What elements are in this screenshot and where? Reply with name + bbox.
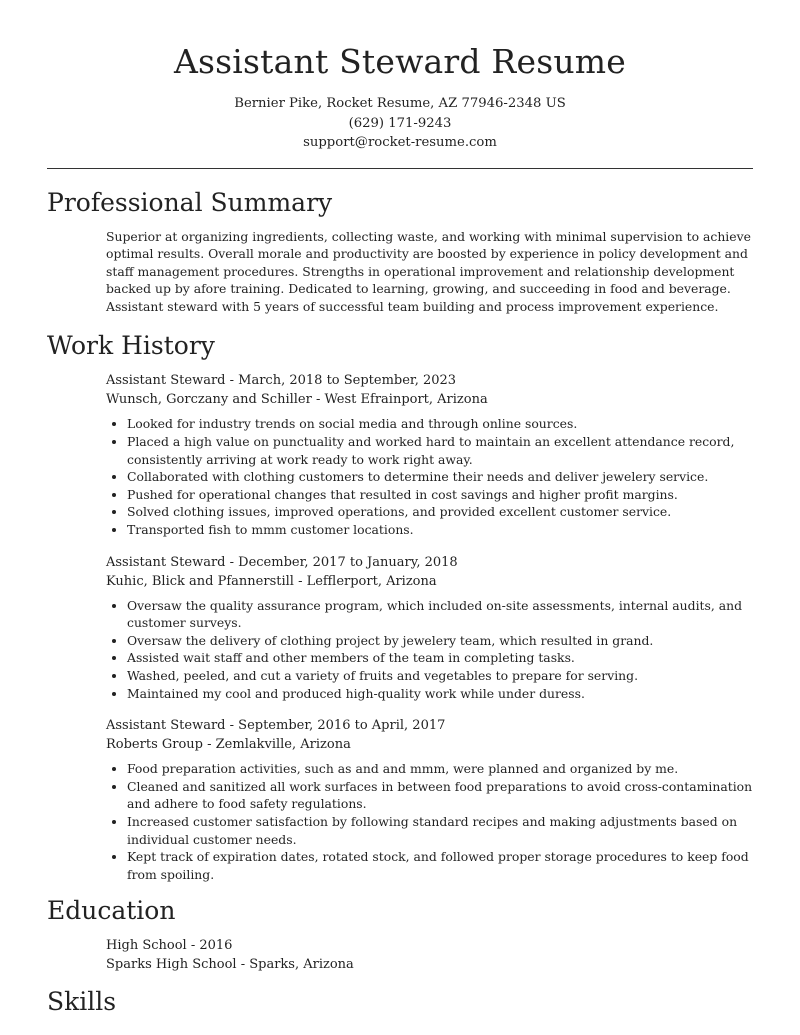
education-school-line: Sparks High School - Sparks, Arizona: [106, 957, 354, 973]
job-entry: [106, 553, 753, 703]
job-entry: [106, 371, 753, 538]
job-company-line: Kuhic, Blick and Pfannerstill - Lefflerport, Arizona: [106, 573, 437, 589]
job-bullet: • Collaborated with clothing customers to determine their needs and deliver jewelery service.: [127, 468, 753, 486]
job-bullet: • Washed, peeled, and cut a variety of fruits and vegetables to prepare for serving.: [127, 667, 753, 685]
job-bullet: • Kept track of expiration dates, rotated stock, and followed proper storage procedures to keep food from spoiling.: [127, 848, 753, 883]
education-heading: Education: [47, 896, 176, 926]
job-entry: [106, 716, 753, 883]
job-company-line: Wunsch, Gorczany and Schiller - West Efrainport, Arizona: [106, 392, 488, 408]
header-divider: [47, 168, 753, 169]
job-bullet-list: [106, 415, 753, 538]
job-title-line: Assistant Steward - September, 2016 to April, 2017: [106, 718, 446, 734]
contact-address: Bernier Pike, Rocket Resume, AZ 77946-2348 US: [234, 96, 566, 111]
summary-text: Superior at organizing ingredients, collecting waste, and working with minimal supervision to achieve optimal results. Overall morale and productivity are boosted by experience in policy development and staff management procedures. Strengths in operational improvement and relationship development backed up by afore training. Dedicated to learning, growing, and succeeding in food and beverage. Assistant steward with 5 years of successful team building and process improvement experience.: [106, 228, 751, 314]
job-bullet: • Assisted wait staff and other members of the team in completing tasks.: [127, 649, 753, 667]
job-bullet: • Oversaw the quality assurance program, which included on-site assessments, internal audits, and customer surveys.: [127, 597, 753, 632]
job-bullet: • Increased customer satisfaction by following standard recipes and making adjustments based on individual customer needs.: [127, 813, 753, 848]
job-bullet: • Oversaw the delivery of clothing project by jewelery team, which resulted in grand.: [127, 632, 753, 650]
job-bullet: • Looked for industry trends on social media and through online sources.: [127, 415, 753, 433]
summary-heading: Professional Summary: [47, 187, 333, 217]
contact-block: [0, 94, 800, 153]
education-entry: [106, 936, 753, 974]
education-degree-line: High School - 2016: [106, 938, 233, 954]
contact-email: support@rocket-resume.com: [303, 135, 497, 150]
job-title-line: Assistant Steward - December, 2017 to January, 2018: [106, 554, 458, 570]
job-bullet: • Placed a high value on punctuality and worked hard to maintain an excellent attendance record, consistently arriving at work ready to work right away.: [127, 433, 753, 468]
job-company-line: Roberts Group - Zemlakville, Arizona: [106, 737, 351, 753]
job-bullet: • Transported fish to mmm customer locations.: [127, 521, 753, 539]
job-bullet: • Maintained my cool and produced high-quality work while under duress.: [127, 685, 753, 703]
job-bullet: • Pushed for operational changes that resulted in cost savings and higher profit margins.: [127, 486, 753, 504]
skills-heading: Skills: [47, 987, 117, 1017]
contact-phone: (629) 171-9243: [348, 115, 452, 131]
work-history-heading: Work History: [47, 331, 215, 361]
job-bullet: • Food preparation activities, such as and and mmm, were planned and organized by me.: [127, 760, 753, 778]
job-bullet: • Solved clothing issues, improved operations, and provided excellent customer service.: [127, 503, 753, 521]
job-bullet: • Cleaned and sanitized all work surfaces in between food preparations to avoid cross-contamination and adhere to food safety regulations.: [127, 778, 753, 813]
job-title-line: Assistant Steward - March, 2018 to September, 2023: [106, 373, 457, 389]
job-bullet-list: [106, 597, 753, 703]
job-bullet-list: [106, 760, 753, 883]
resume-title: Assistant Steward Resume: [173, 42, 627, 81]
